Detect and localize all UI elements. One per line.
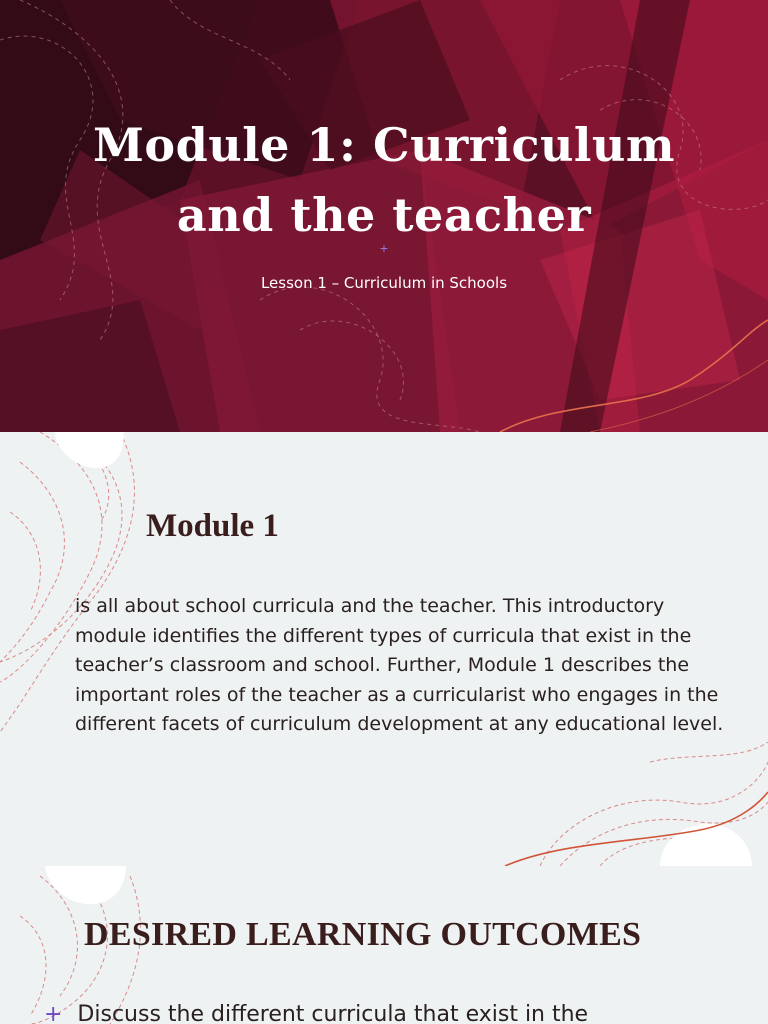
outcomes-slide <box>0 866 768 1024</box>
outcome-item <box>44 1002 588 1024</box>
page-title: Module 1: Curriculum and the teacher <box>92 118 675 242</box>
outcome-text: Discuss the different curricula that exist in the <box>70 1002 589 1024</box>
module-slide <box>0 432 768 866</box>
module-description: is all about school curricula and the teacher. This introductory module identifies the different types of curricula that exist in the teacher’s classroom and school. Further, Module 1 describes the important roles of the teacher as a curricularist who engages in the different facets of curriculum development at any educational level. <box>75 595 724 735</box>
module-heading: Module 1 <box>146 508 279 544</box>
plus-bullet-icon: + <box>44 1002 63 1024</box>
title-slide <box>0 0 768 432</box>
lesson-subtitle: Lesson 1 – Curriculum in Schools <box>260 274 508 292</box>
outcomes-heading: DESIRED LEARNING OUTCOMES <box>84 916 642 953</box>
plus-icon: + <box>379 242 389 255</box>
